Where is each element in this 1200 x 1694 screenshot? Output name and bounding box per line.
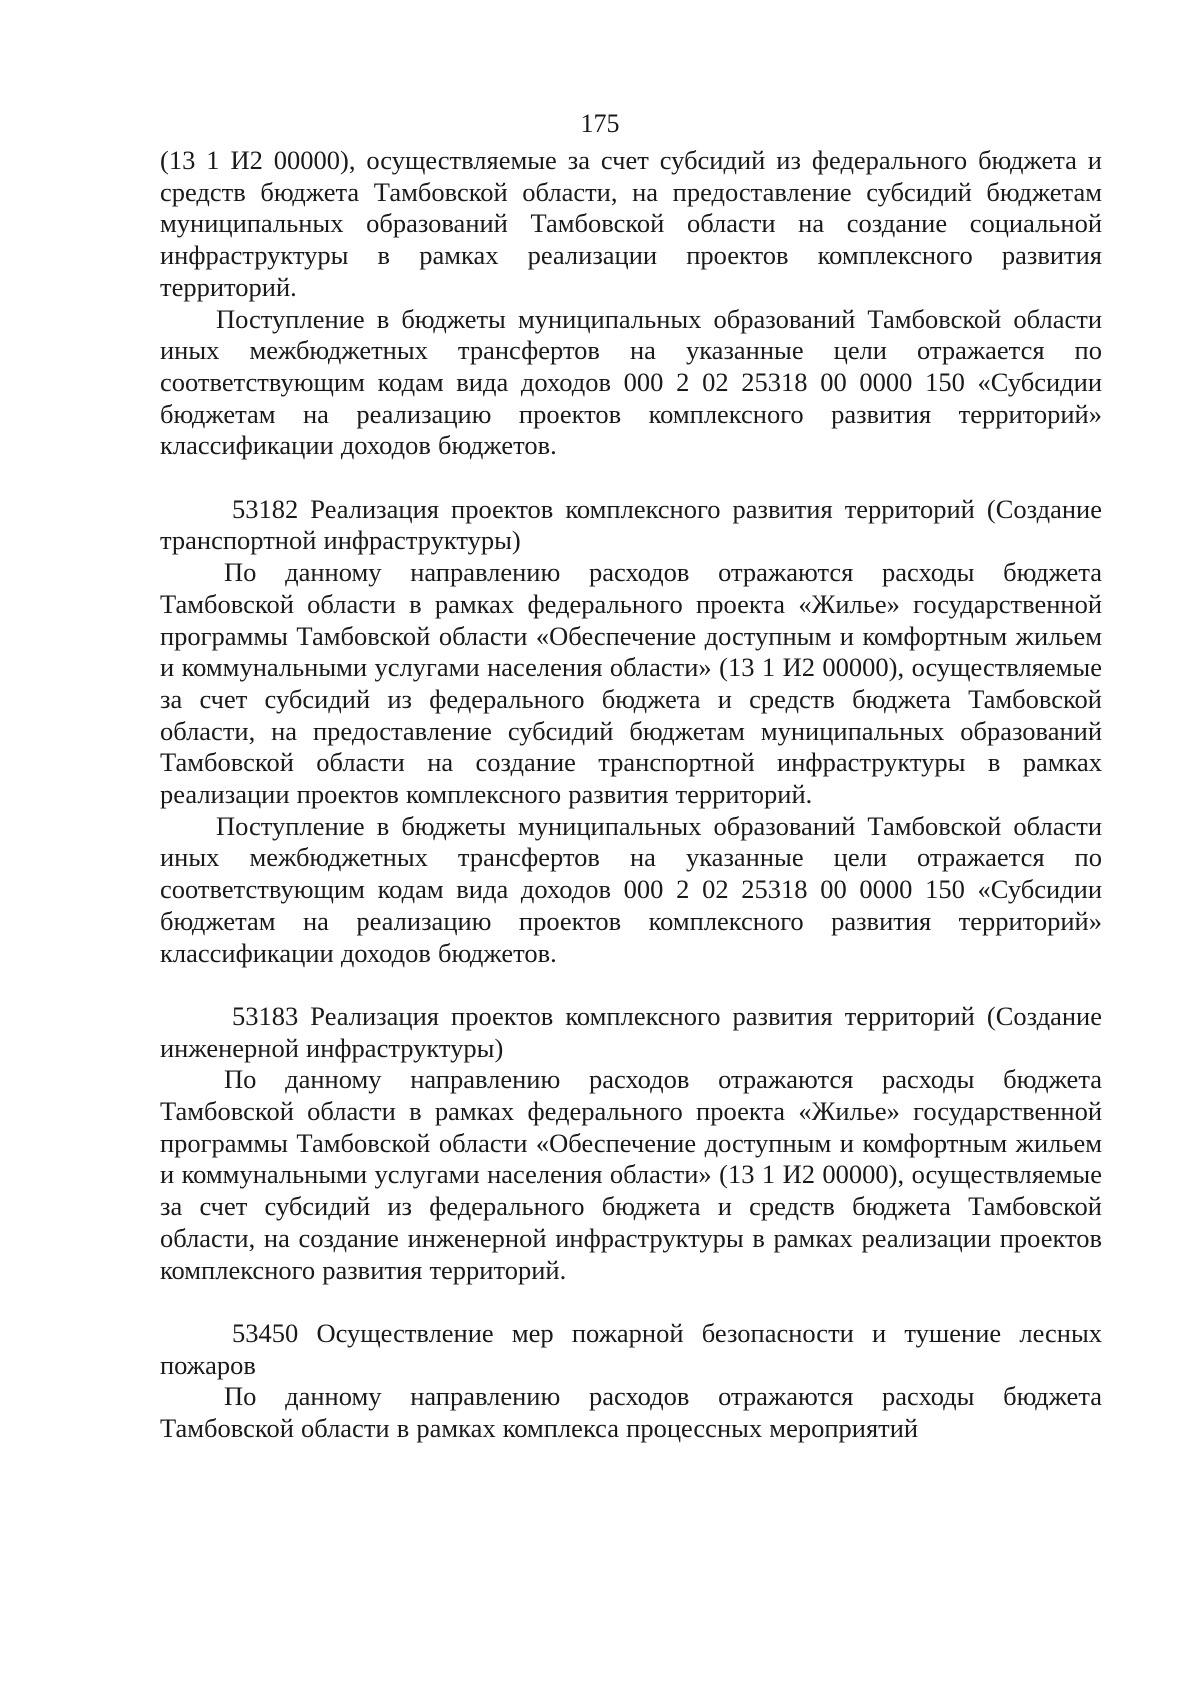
section-spacer — [160, 462, 1102, 494]
paragraph-revenue-note: Поступление в бюджеты муниципальных образований Тамбовской области иных межбюджетных трансфертов на указанные цели отражается по соответствующим кодам вида доходов 000 2 02 25318 00 0000 150 «Субсидии бюджетам на реализацию проектов комплексного развития территорий» классификации доходов бюджетов. — [160, 303, 1102, 461]
paragraph-expense-description: По данному направлению расходов отражаются расходы бюджета Тамбовской области в рамках комплекса процессных мероприятий — [160, 1381, 1102, 1444]
section-heading-53182: 53182 Реализация проектов комплексного развития территорий (Создание транспортной инфраструктуры) — [160, 493, 1102, 556]
page-number: 175 — [580, 109, 620, 138]
section-heading-53183: 53183 Реализация проектов комплексного развития территорий (Создание инженерной инфраструктуры) — [160, 1000, 1102, 1063]
document-body — [160, 145, 1102, 1445]
section-spacer — [160, 969, 1102, 1001]
paragraph-expense-description: По данному направлению расходов отражаются расходы бюджета Тамбовской области в рамках федерального проекта «Жилье» государственной программы Тамбовской области «Обеспечение доступным и комфортным жильем и коммунальными услугами населения области» (13 1 И2 00000), осуществляемые за счет субсидий из федерального бюджета и средств бюджета Тамбовской области, на предоставление субсидий бюджетам муниципальных образований Тамбовской области на создание транспортной инфраструктуры в рамках реализации проектов комплексного развития территорий. — [160, 557, 1102, 810]
paragraph-revenue-note: Поступление в бюджеты муниципальных образований Тамбовской области иных межбюджетных трансфертов на указанные цели отражается по соответствующим кодам вида доходов 000 2 02 25318 00 0000 150 «Субсидии бюджетам на реализацию проектов комплексного развития территорий» классификации доходов бюджетов. — [160, 810, 1102, 968]
section-heading-53450: 53450 Осуществление мер пожарной безопасности и тушение лесных пожаров — [160, 1317, 1102, 1380]
paragraph-expense-description: По данному направлению расходов отражаются расходы бюджета Тамбовской области в рамках федерального проекта «Жилье» государственной программы Тамбовской области «Обеспечение доступным и комфортным жильем и коммунальными услугами населения области» (13 1 И2 00000), осуществляемые за счет субсидий из федерального бюджета и средств бюджета Тамбовской области, на создание инженерной инфраструктуры в рамках реализации проектов комплексного развития территорий. — [160, 1064, 1102, 1285]
section-spacer — [160, 1286, 1102, 1318]
paragraph-continuation: (13 1 И2 00000), осуществляемые за счет субсидий из федерального бюджета и средств бюджета Тамбовской области, на предоставление субсидий бюджетам муниципальных образований Тамбовской области на создание социальной инфраструктуры в рамках реализации проектов комплексного развития территорий. — [160, 145, 1102, 302]
